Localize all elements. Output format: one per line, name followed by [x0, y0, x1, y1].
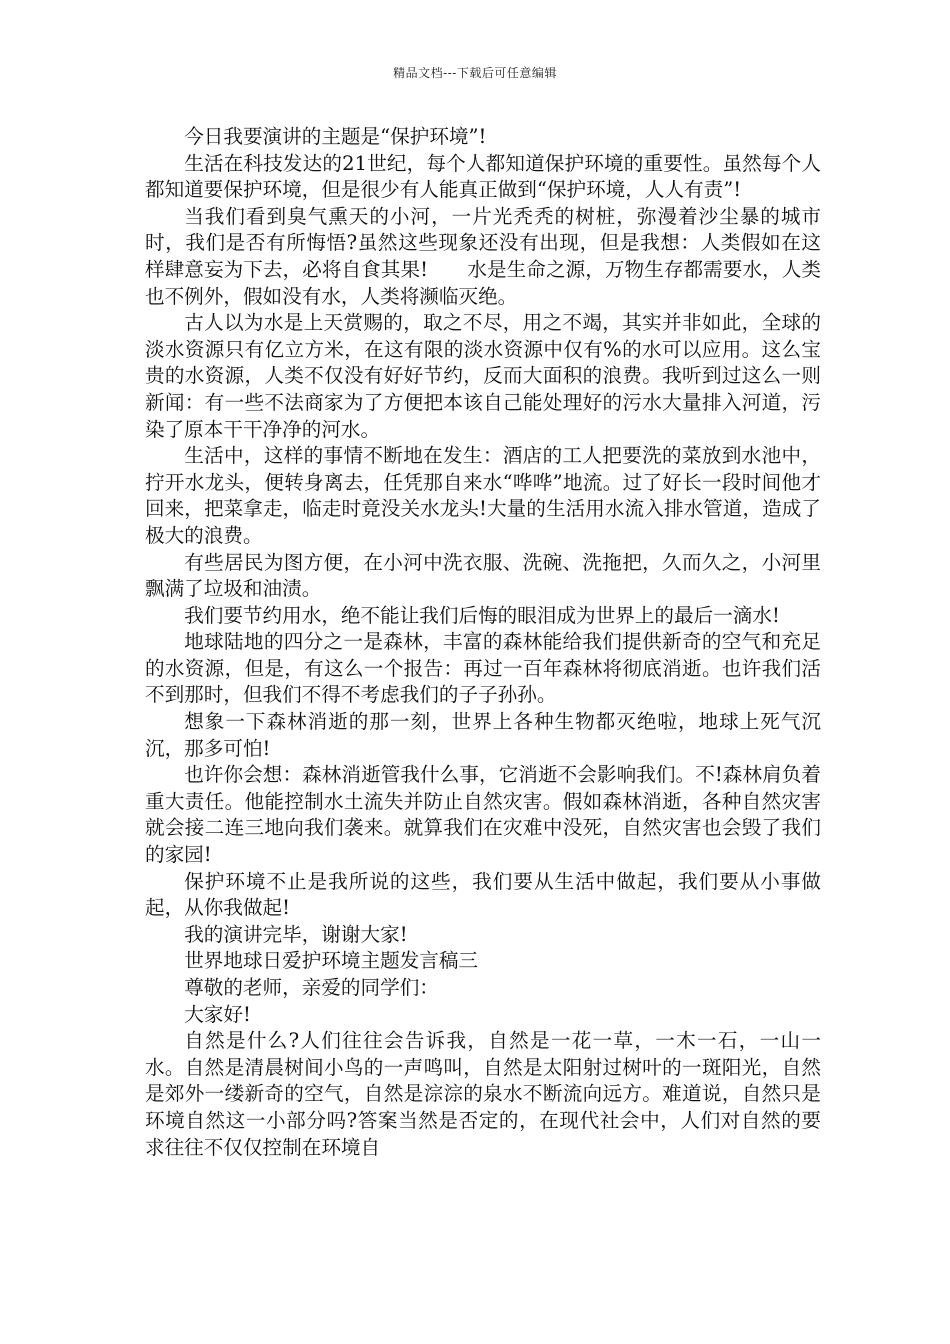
paragraph: 地球陆地的四分之一是森林，丰富的森林能给我们提供新奇的空气和充足的水资源，但是，有这么一个报告：再过一百年森林将彻底消逝。也许我们活不到那时，但我们不得不考虑我们的子子孙孙。 [145, 630, 821, 707]
paragraph: 今日我要演讲的主题是“保护环境”! [184, 125, 487, 148]
paragraph: 当我们看到臭气熏天的小河，一片光秃秃的树桩，弥漫着沙尘暴的城市时，我们是否有所悔悟?虽然这些现象还没有出现，但是我想：人类假如在这样肆意妄为下去，必将自食其果! 水是生命之源，万物生存都需要水，人类也不例外，假如没有水，人类将濒临灭绝。 [145, 204, 821, 308]
paragraph: 自然是什么?人们往往会告诉我，自然是一花一草，一木一石，一山一水。自然是清晨树间小鸟的一声鸣叫，自然是太阳射过树叶的一斑阳光，自然是郊外一缕新奇的空气，自然是淙淙的泉水不断流向远方。难道说，自然只是环境自然这一小部分吗?答案当然是否定的，在现代社会中，人们对自然的要求往往不仅仅控制在环境自 [145, 1029, 821, 1159]
document-body [145, 124, 821, 1161]
paragraph: 生活中，这样的事情不断地在发生：酒店的工人把要洗的菜放到水池中，拧开水龙头，便转身离去，任凭那自来水“哗哗”地流。过了好长一段时间他才回来，把菜拿走，临走时竟没关水龙头!大量的生活用水流入排水管道，造成了极大的浪费。 [145, 444, 821, 547]
paragraph: 古人以为水是上天赏赐的，取之不尽，用之不竭，其实并非如此，全球的淡水资源只有亿立方米，在这有限的淡水资源中仅有%的水可以应用。这么宝贵的水资源，人类不仅没有好好节约，反而大面积的浪费。我听到过这么一则新闻：有一些不法商家为了方便把本该自己能处理好的污水大量排入河道，污染了原本干干净净的河水。 [145, 311, 821, 441]
paragraph: 我的演讲完毕，谢谢大家! [184, 922, 408, 946]
section-title: 世界地球日爱护环境主题发言稿三 [184, 949, 479, 973]
salutation: 尊敬的老师，亲爱的同学们： [184, 976, 439, 999]
paragraph: 想象一下森林消逝的那一刻，世界上各种生物都灭绝啦，地球上死气沉沉，那多可怕! [145, 710, 821, 760]
paragraph: 也许你会想：森林消逝管我什么事，它消逝不会影响我们。不!森林肩负着重大责任。他能控制水土流失并防止自然灾害。假如森林消逝，各种自然灾害就会接二连三地向我们袭来。就算我们在灾难中没死，自然灾害也会毁了我们的家园! [145, 763, 821, 867]
page-header: 精品文档---下载后可任意编辑 [393, 66, 557, 80]
paragraph: 生活在科技发达的21世纪，每个人都知道保护环境的重要性。虽然每个人都知道要保护环境，但是很少有人能真正做到“保护环境，人人有责”! [145, 151, 821, 202]
paragraph: 保护环境不止是我所说的这些，我们要从生活中做起，我们要从小事做起，从你我做起! [145, 869, 821, 920]
paragraph: 我们要节约用水，绝不能让我们后悔的眼泪成为世界上的最后一滴水! [184, 603, 780, 627]
greeting: 大家好! [184, 1002, 251, 1026]
paragraph: 有些居民为图方便，在小河中洗衣服、洗碗、洗拖把，久而久之，小河里飘满了垃圾和油渍。 [145, 550, 821, 601]
